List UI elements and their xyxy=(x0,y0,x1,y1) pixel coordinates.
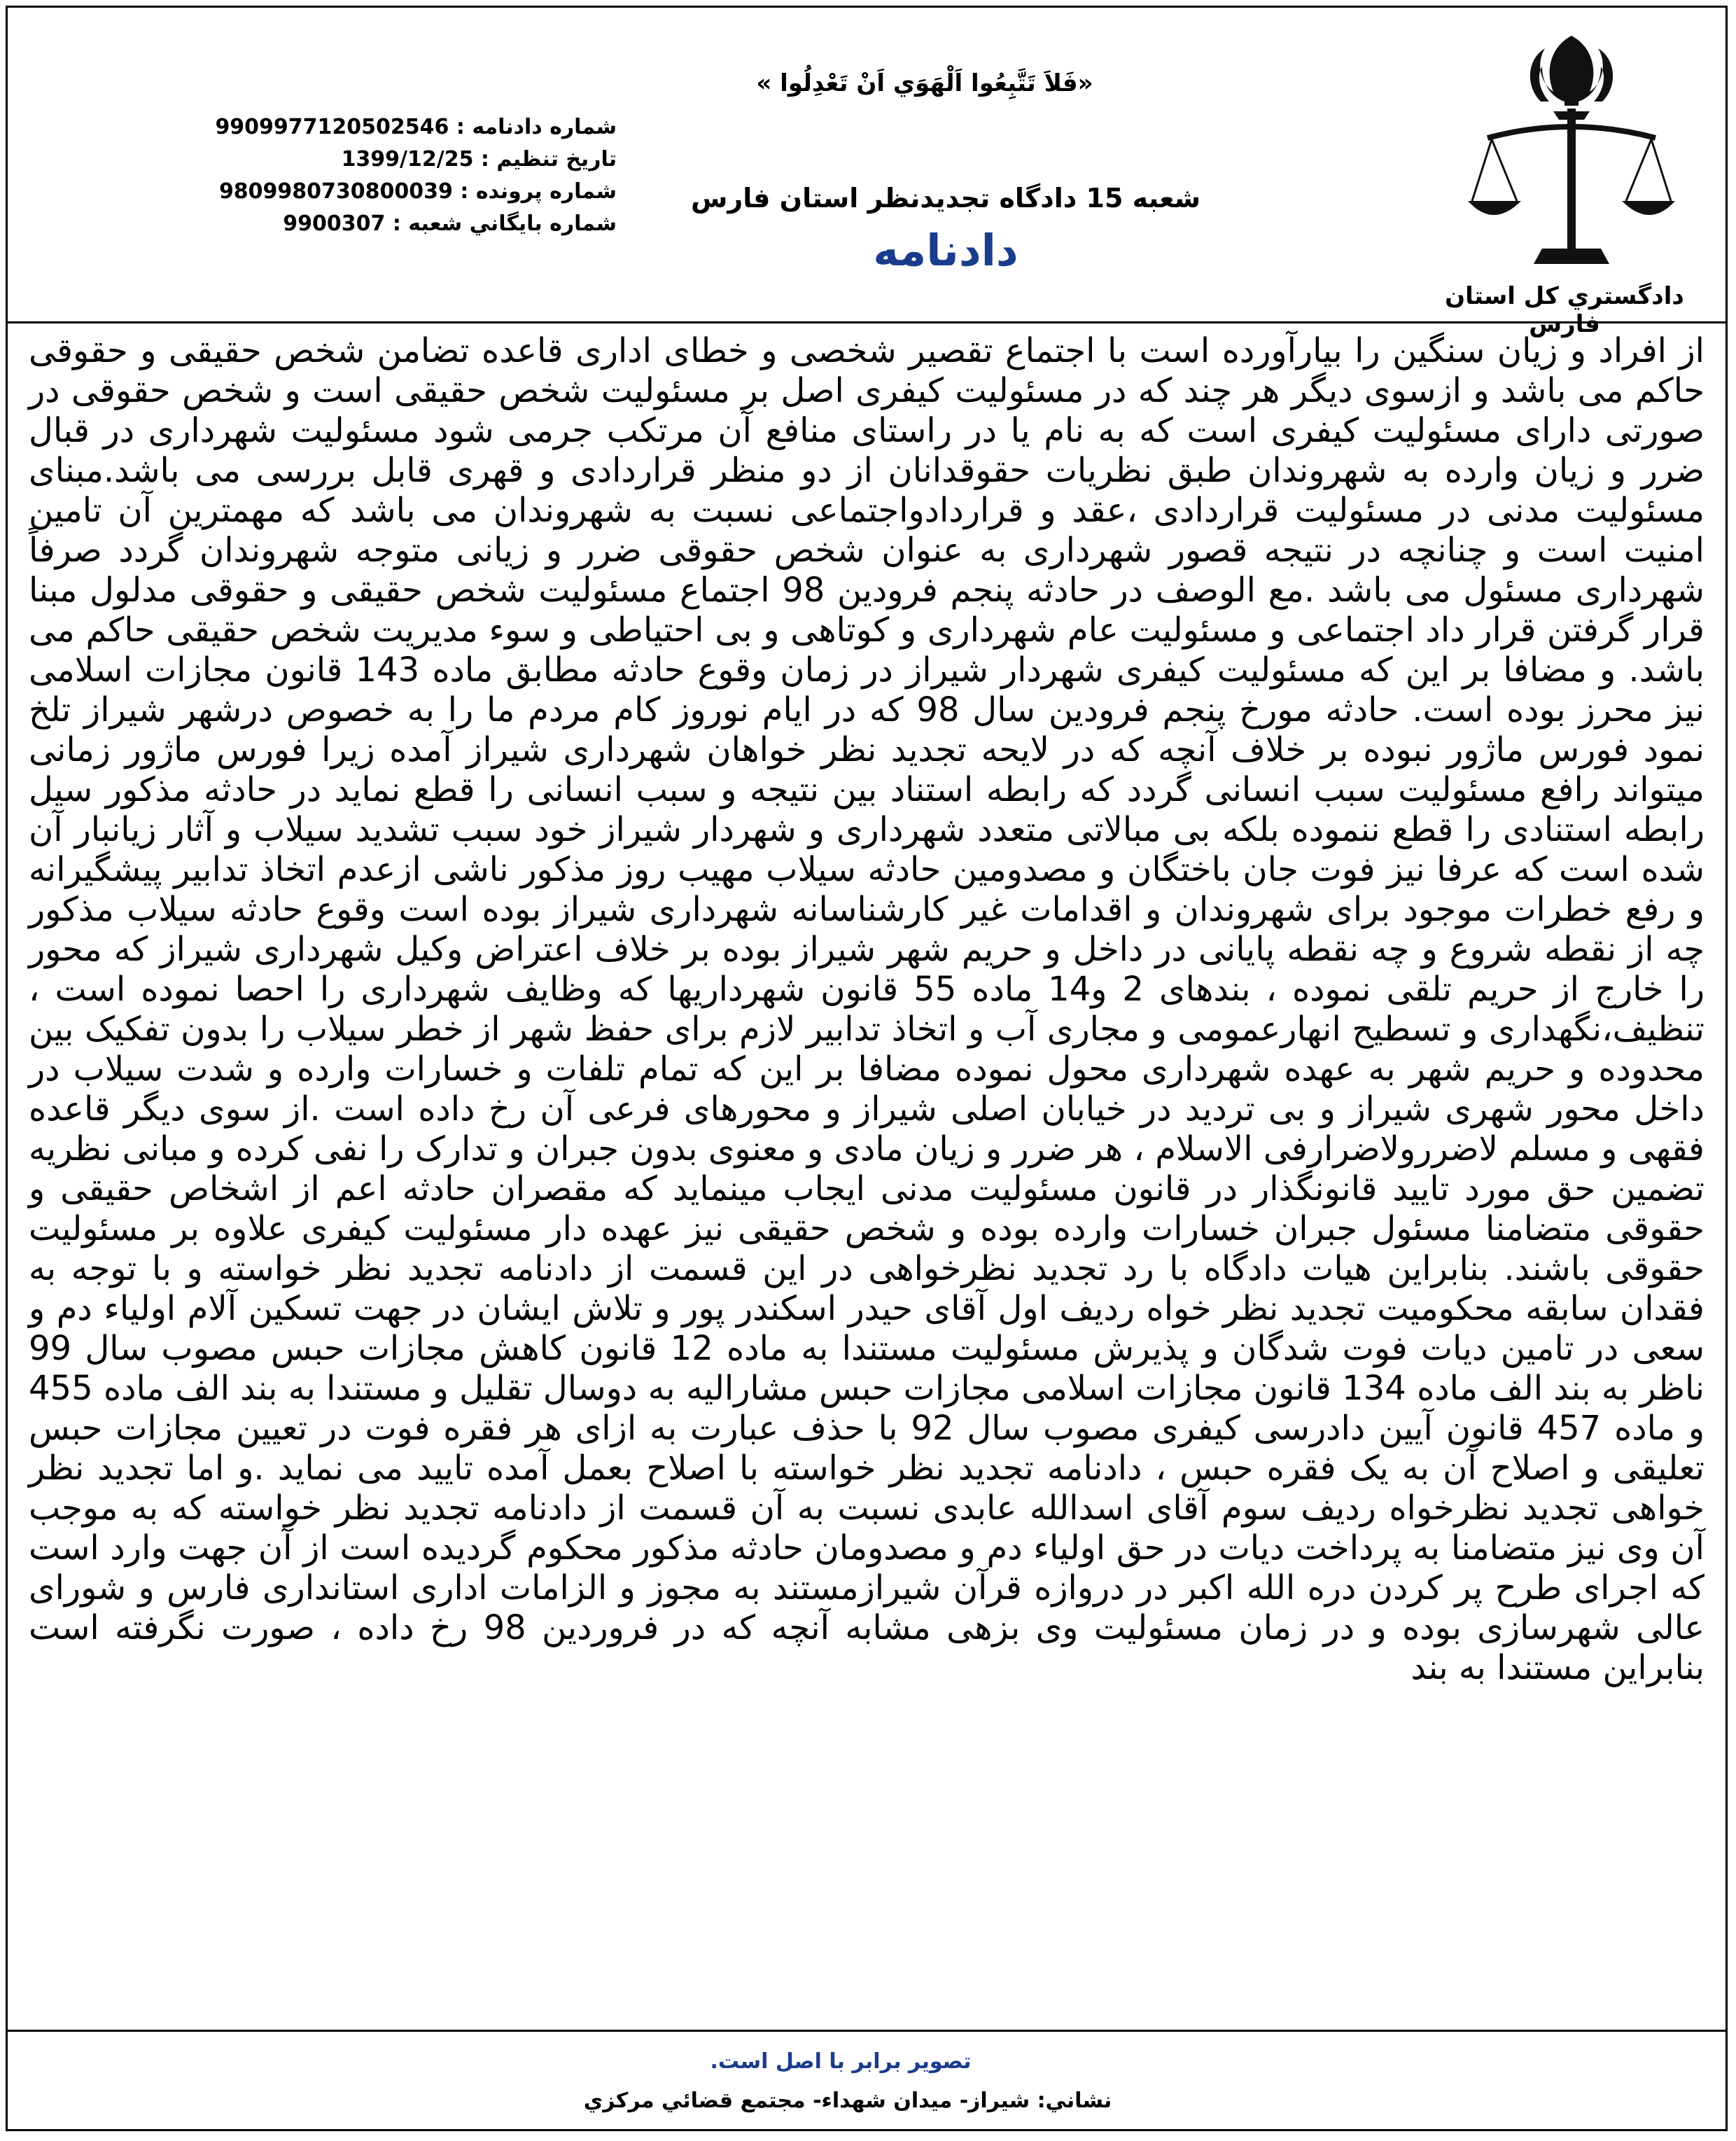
document-footer xyxy=(8,2030,1726,2128)
court-name: دادگستري كل استان فارس xyxy=(1445,282,1684,338)
certified-copy-note: تصوير برابر با اصل است. xyxy=(710,2049,972,2074)
iran-emblem-icon xyxy=(1466,33,1676,271)
verdict-number-row xyxy=(183,111,617,144)
issue-date-row xyxy=(183,144,617,176)
meta-value: 1399/12/25 xyxy=(341,147,474,172)
case-metadata xyxy=(183,111,617,240)
meta-value: 9900307 xyxy=(283,211,386,236)
meta-value: 9909977120502546 xyxy=(215,115,449,139)
archive-number-row xyxy=(183,208,617,240)
document-header xyxy=(8,8,1726,338)
case-number-row xyxy=(183,176,617,208)
verdict-body: از افراد و زیان سنگین را بیارآورده است با اجتماع تقصیر شخصی و خطای اداری قاعده تضامن شخص حقیقی و حقوقی حاکم می باشد و ازسوی دیگر هر چند که در مسئولیت کیفری اصل بر مسئولیت شخص حقیقی است و شخص حقوقی در صورتی دارای مسئولیت کیفری است که به نام یا در راستای منافع آن مرتکب جرمی شود مسئولیت شهرداری در قبال ضرر و زیان وارده به شهروندان طبق نظریات حقوقدانان از دو منظر قراردادی و قهری قابل بررسی می باشد.مبنای مسئولیت مدنی در مسئولیت قراردادی ،عقد و قراردادواجتماعی نسبت به شهروندان می باشد که مهمترین آن تامین امنیت است و چنانچه در نتیجه قصور شهرداری به عنوان شخص حقوقی ضرر و زیانی متوجه شهروندان گردد صرفاً شهرداری مسئول می باشد .مع الوصف در حادثه پنجم فرودین 98 اجتماع مسئولیت شخص حقیقی و حقوقی مدلول مبنا قرار گرفتن قرار داد اجتماعی و مسئولیت عام شهرداری و کوتاهی و بی احتیاطی و سوء مدیریت شخص حقیقی حاکم می باشد. و مضافا بر این که مسئولیت کیفری شهردار شیراز در زمان وقوع حادثه مطابق ماده 143 قانون مجازات اسلامی نیز محرز بوده است. حادثه مورخ پنجم فرودین سال 98 که در ایام نوروز کام مردم ما را به خصوص درشهر شیراز تلخ نمود فورس ماژور نبوده بر خلاف آنچه که در لایحه تجدید نظر خواهان شهرداری شیراز آمده زیرا فورس ماژور زمانی میتواند رافع مسئولیت سبب انسانی گردد که رابطه استناد بین نتیجه و سبب انسانی را قطع نماید در حادثه مذکور سیل رابطه استنادی را قطع ننموده بلکه بی مبالاتی متعدد شهرداری و شهردار شیراز خود سبب تشدید سیلاب و آثار زیانبار آن شده است که عرفا نیز فوت جان باختگان و مصدومین حادثه سیلاب مهیب روز مذکور ناشی ازعدم اتخاذ تدابیر پیشگیرانه و رفع خطرات موجود برای شهروندان و اقدامات غیر کارشناسانه شهرداری شیراز بوده است وقوع حادثه سیلاب مذکور چه از نقطه شروع و چه نقطه پایانی در داخل و حریم شهر شیراز بوده بر خلاف اعتراض وکیل شهرداری شیراز که محور را خارج از حریم تلقی نموده ، بندهای 2 و14 ماده 55 قانون شهرداریها که وظایف شهرداری را احصا نموده است ، تنظیف،نگهداری و تسطیح انهارعمومی و مجاری آب و اتخاذ تدابیر لازم برای حفظ شهر از خطر سیلاب را بدون تفکیک بین محدوده و حریم شهر به عهده شهرداری محول نموده مضافا بر این که تمام تلفات و خسارات وارده و شدت سیلاب در داخل محور شهری شیراز و بی تردید در خیابان اصلی شیراز و محورهای فرعی آن رخ داده است .از سوی دیگر قاعده فقهی و مسلم لاضررولاضرارفی الاسلام ، هر ضرر و زیان مادی و معنوی بدون جبران و تدارک را نفی کرده و مبانی نظریه تضمین حق مورد تایید قانونگذار در قانون مسئولیت مدنی ایجاب مینماید که مقصران حادثه اعم از اشخاص حقیقی و حقوقی متضامنا مسئول جبران خسارات وارده بوده و شخص حقیقی نیز عهده دار مسئولیت کیفری علاوه بر مسئولیت حقوقی باشند. بنابراین هیات دادگاه با رد تجدید نظرخواهی در این قسمت از دادنامه تجدید نظر خواسته و با توجه به فقدان سابقه محکومیت تجدید نظر خواه ردیف اول آقای حیدر اسکندر پور و تلاش ایشان در جهت تسکین آلام اولیاء دم و سعی در تامین دیات فوت شدگان و پذیرش مسئولیت مستندا به ماده 12 قانون کاهش مجازات حبس مصوب سال 99 ناظر به بند الف ماده 134 قانون مجازات اسلامی مجازات حبس مشارالیه به دوسال تقلیل و مستندا به بند الف ماده 455 و ماده 457 قانون آیین دادرسی کیفری مصوب سال 92 با حذف عبارت به ازای هر فقره فوت در تعیین مجازات حبس تعلیقی و اصلاح آن به یک فقره حبس ، دادنامه تجدید نظر خواسته با اصلاح بعمل آمده تایید می نماید .و اما تجدید نظر خواهی تجدید نظرخواه ردیف سوم آقای اسدالله عابدی نسبت به آن قسمت از دادنامه تجدید نظر خواسته که به موجب آن وی نیز متضامنا به پرداخت دیات در حق اولیاء دم و مصدومان حادثه مذکور محکوم گردیده است از آن جهت وارد است که اجرای طرح پر کردن دره الله اکبر در دروازه قرآن شیرازمستند به مجوز و الزامات اداری استانداری فارس و شورای عالی شهرسازی بوده و در زمان مسئولیت وی بزهی مشابه آنچه که در فروردین 98 رخ داده ، صورت نگرفته است بنابراین مستندا به بند xyxy=(29,331,1705,1687)
court-address: نشاني: شيراز- ميدان شهداء- مجتمع قضائي مركزي xyxy=(583,2088,1112,2113)
header-divider xyxy=(8,321,1726,323)
meta-label: شماره پرونده : xyxy=(460,179,617,204)
meta-label: تاريخ تنظيم : xyxy=(480,147,617,172)
quran-verse: «فَلاَ تَتَّبِعُوا اَلْهَوَي اَنْ تَعْدِلُوا » xyxy=(756,69,1093,97)
meta-label: شماره بايگاني شعبه : xyxy=(392,211,617,236)
document-title: دادنامه xyxy=(873,225,1018,276)
meta-label: شماره دادنامه : xyxy=(456,115,617,139)
court-branch: شعبه 15 دادگاه تجدیدنظر استان فارس xyxy=(690,183,1201,214)
meta-value: 9809980730800039 xyxy=(218,179,453,204)
document-frame xyxy=(6,6,1728,2131)
